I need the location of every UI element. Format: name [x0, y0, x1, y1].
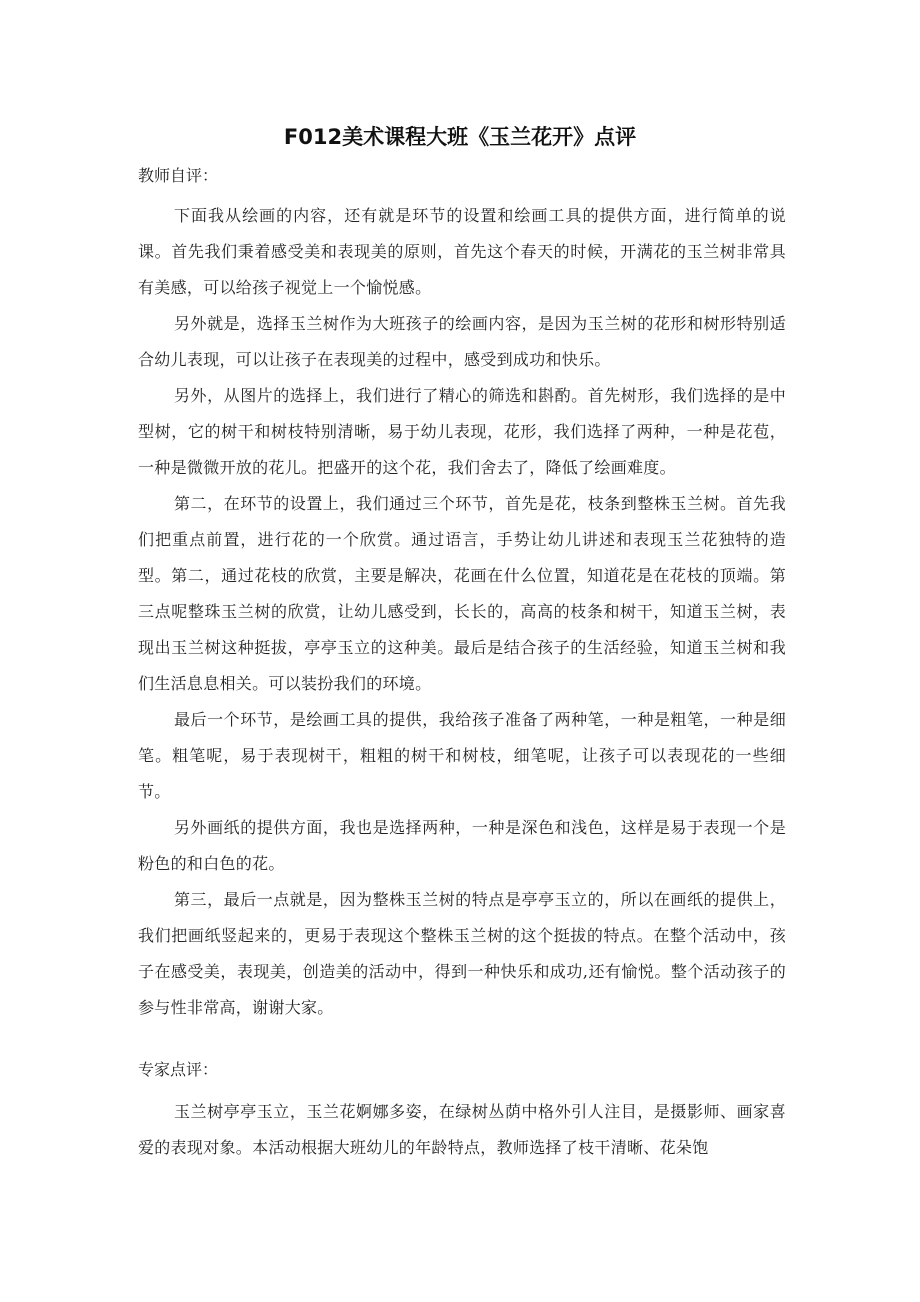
- document-title: F012美术课程大班《玉兰花开》点评: [283, 125, 637, 149]
- teacher-paragraph-3: 另外，从图片的选择上，我们进行了精心的筛选和斟酌。首先树形，我们选择的是中型树，它的树干和树枝特别清晰，易于幼儿表现，花形，我们选择了两种，一种是花苞，一种是微微开放的花儿。把盛开的这个花，我们舍去了，降低了绘画难度。: [138, 386, 786, 477]
- teacher-paragraph-2: 另外就是，选择玉兰树作为大班孩子的绘画内容，是因为玉兰树的花形和树形特别适合幼儿表现，可以让孩子在表现美的过程中，感受到成功和快乐。: [138, 314, 786, 369]
- teacher-paragraph-6: 另外画纸的提供方面，我也是选择两种，一种是深色和浅色，这样是易于表现一个是粉色的和白色的花。: [138, 818, 786, 873]
- expert-review-label: 专家点评：: [138, 1060, 219, 1079]
- teacher-paragraph-1: 下面我从绘画的内容，还有就是环节的设置和绘画工具的提供方面，进行简单的说课。首先我们秉着感受美和表现美的原则，首先这个春天的时候，开满花的玉兰树非常具有美感，可以给孩子视觉上一个愉悦感。: [138, 206, 786, 297]
- teacher-paragraph-5: 最后一个环节，是绘画工具的提供，我给孩子准备了两种笔，一种是粗笔，一种是细笔。粗笔呢，易于表现树干，粗粗的树干和树枝，细笔呢，让孩子可以表现花的一些细节。: [138, 710, 786, 801]
- teacher-review-label: 教师自评：: [138, 166, 219, 185]
- expert-paragraph-1: 玉兰树亭亭玉立，玉兰花婀娜多姿，在绿树丛荫中格外引人注目，是摄影师、画家喜爱的表现对象。本活动根据大班幼儿的年龄特点，教师选择了枝干清晰、花朵饱: [138, 1102, 786, 1157]
- teacher-paragraph-4: 第二，在环节的设置上，我们通过三个环节，首先是花，枝条到整株玉兰树。首先我们把重点前置，进行花的一个欣赏。通过语言，手势让幼儿讲述和表现玉兰花独特的造型。第二，通过花枝的欣赏，主要是解决，花画在什么位置，知道花是在花枝的顶端。第三点呢整珠玉兰树的欣赏，让幼儿感受到，长长的，高高的枝条和树干，知道玉兰树，表现出玉兰树这种挺拔，亭亭玉立的这种美。最后是结合孩子的生活经验，知道玉兰树和我们生活息息相关。可以装扮我们的环境。: [138, 494, 786, 693]
- teacher-paragraph-7: 第三，最后一点就是，因为整株玉兰树的特点是亭亭玉立的，所以在画纸的提供上，我们把画纸竖起来的，更易于表现这个整株玉兰树的这个挺拔的特点。在整个活动中，孩子在感受美，表现美，创造美的活动中，得到一种快乐和成功,还有愉悦。整个活动孩子的参与性非常高，谢谢大家。: [138, 890, 786, 1017]
